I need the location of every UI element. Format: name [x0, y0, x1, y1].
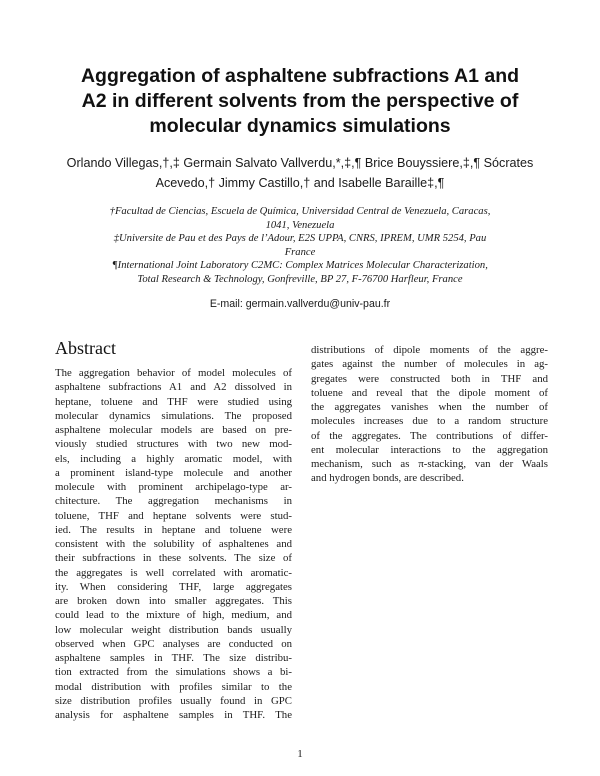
affiliation-line: Total Research & Technology, Gonfreville, BP 27, F-76700 Harfleur, France	[137, 273, 463, 285]
abstract-line: ity. When considering THF, large aggregates	[55, 580, 292, 593]
title-line: Aggregation of asphaltene subfractions A1 and	[80, 65, 520, 87]
affiliation-line: ¶International Joint Laboratory C2MC: Complex Matrices Molecular Characterization,	[112, 260, 488, 272]
abstract-line: observed when GPC analyses are conducted on	[55, 637, 292, 650]
abstract-column-left	[55, 366, 292, 722]
contact-email: E-mail: germain.vallverdu@univ-pau.fr	[209, 298, 391, 310]
abstract-line: could lead to the mixture of high, medium, and	[55, 609, 292, 622]
abstract-line: distributions of dipole moments of the aggre-	[311, 344, 548, 356]
abstract-line: low molecular weight distribution bands usually	[55, 623, 292, 636]
abstract-line: of the aggregates. The contributions of differ-	[311, 429, 548, 442]
author-line: Orlando Villegas,†,‡ Germain Salvato Vallverdu,*,‡,¶ Brice Bouyssiere,‡,¶ Sócrates	[66, 156, 534, 170]
abstract-line: gates against the number of molecules in ag-	[311, 358, 548, 371]
abstract-line: their subfractions in these solvents. The size of	[55, 552, 292, 565]
abstract-line: are broken down into smaller aggregates. This	[55, 595, 292, 607]
title-line: A2 in different solvents from the perspective of	[81, 90, 519, 112]
abstract-line: asphaltene subfractions A1 and A2 dissolved in	[55, 381, 292, 394]
abstract-line: size distribution profiles usually found in GPC	[55, 694, 292, 707]
abstract-line: modal distribution with profiles similar to the	[55, 680, 292, 693]
abstract-line: toluene and reveal that the dipole moment of	[311, 386, 548, 399]
abstract-line: a prominent island-type molecule and another	[55, 466, 292, 479]
abstract-line: heptane, toluene and THF were studied using	[55, 395, 292, 408]
abstract-line: toluene, THF and heptane solvents were stud-	[55, 509, 292, 522]
affiliations	[40, 205, 560, 287]
abstract-line: The aggregation behavior of model molecules of	[55, 367, 292, 379]
abstract-line: analysis for asphaltene samples in THF. The	[55, 709, 292, 721]
abstract-line: ied. The results in heptane and toluene were	[55, 523, 292, 536]
abstract-line: mechanism, such as π-stacking, van der Waals	[311, 458, 548, 470]
abstract-line: asphaltene molecular models are based on pre-	[55, 424, 292, 436]
title-line: molecular dynamics simulations	[149, 115, 451, 137]
abstract-heading: Abstract	[55, 338, 116, 358]
abstract-line: molecule with prominent archipelago-type ar-	[55, 481, 292, 493]
abstract-line: the aggregates is well correlated with aromatic-	[55, 566, 292, 579]
abstract-line: gregates were constructed both in THF and	[311, 372, 548, 385]
paper-title	[60, 64, 540, 139]
author-line: Acevedo,† Jimmy Castillo,† and Isabelle Baraille‡,¶	[155, 175, 445, 190]
affiliation-line: †Facultad de Ciencias, Escuela de Química, Universidad Central de Venezuela, Caracas,	[109, 206, 491, 217]
abstract-line: and hydrogen bonds, are described.	[311, 472, 464, 485]
author-list	[40, 154, 560, 193]
page-number: 1	[297, 748, 303, 760]
affiliation-line: ‡Universite de Pau et des Pays de l’Adour, E2S UPPA, CNRS, IPREM, UMR 5254, Pau	[113, 233, 487, 245]
affiliation-line: France	[284, 246, 316, 258]
abstract-line: ent molecular interactions to the aggregation	[311, 443, 548, 456]
affiliation-line: 1041, Venezuela	[265, 219, 335, 231]
abstract-line: molecular dynamics simulations. The proposed	[55, 409, 292, 422]
abstract-line: molecules increases due to a random structure	[311, 415, 548, 428]
abstract-line: viously studied structures with two new mod-	[55, 438, 292, 451]
abstract-column-right	[311, 343, 548, 486]
abstract-line: chitecture. The aggregation mechanisms in	[55, 495, 292, 508]
abstract-line: the aggregates vanishes when the number of	[311, 401, 548, 413]
abstract-line: els, including a highly aromatic model, with	[55, 452, 292, 465]
abstract-line: asphaltene samples in THF. The size distribu-	[55, 652, 292, 664]
abstract-line: consistent with the solubility of asphaltenes and	[55, 538, 292, 550]
abstract-line: tion extracted from the simulations shows a bi-	[55, 666, 292, 679]
